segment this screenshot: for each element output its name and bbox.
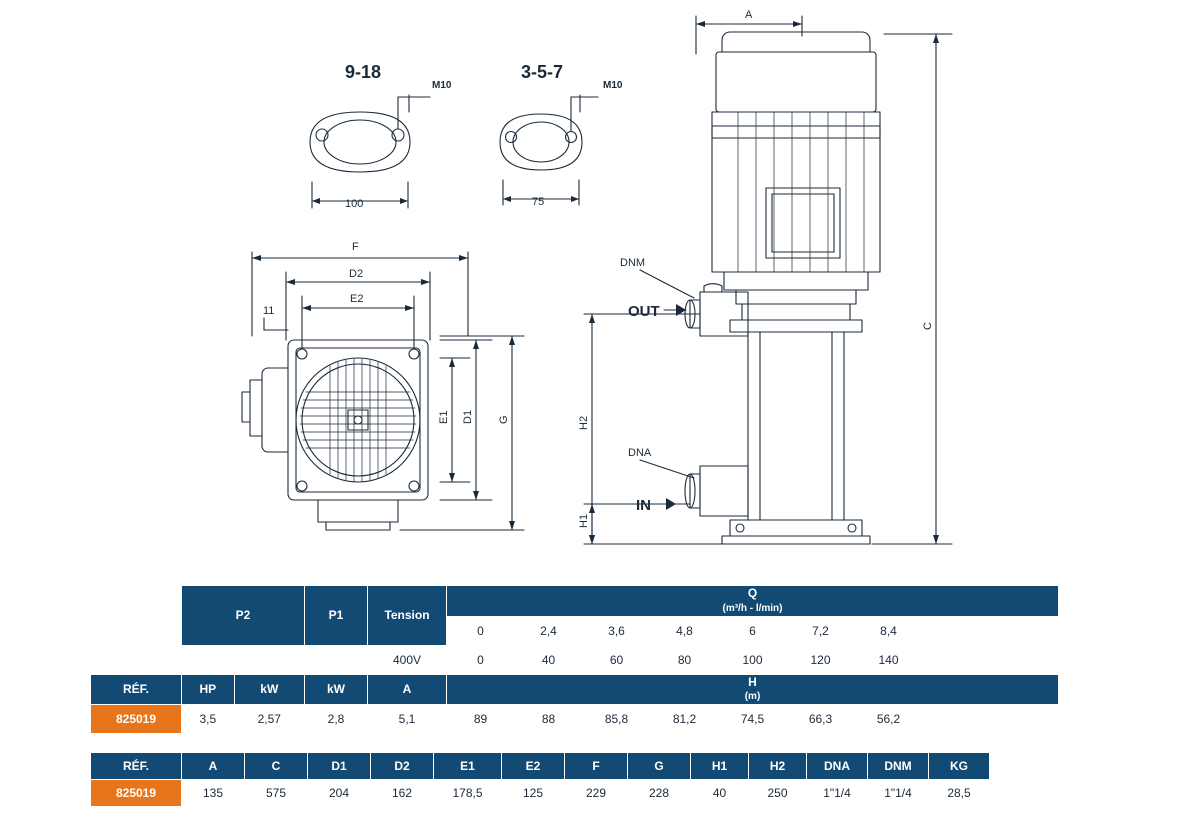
label-DNA: DNA [628,447,652,459]
dim-value-9: 40 [691,780,749,807]
q-m3h-7 [923,616,991,645]
label-flange-right: 3-5-7 [521,62,564,82]
dim-header-1: A [182,753,245,780]
table-row [91,586,1059,617]
label-F: F [352,241,359,253]
label-IN: IN [636,497,651,514]
q-m3h-5: 7,2 [787,616,855,645]
table-row [91,780,990,807]
label-H2: H2 [578,415,590,430]
header-kw: kW [234,674,304,705]
row-h-6: 56,2 [855,705,923,734]
header-amps: A [368,674,447,705]
row-h-2: 85,8 [583,705,651,734]
voltage-value: 400V [368,645,447,674]
header-p2: P2 [182,586,305,646]
q-lmin-8 [991,645,1059,674]
side-view-drawing [584,16,952,544]
row-h-4: 74,5 [719,705,787,734]
q-m3h-1: 2,4 [515,616,583,645]
label-E2: E2 [350,293,364,305]
label-A: A [745,9,753,21]
label-H1: H1 [578,513,590,528]
table-row [91,705,1059,734]
table-row [91,674,1059,705]
row-p1-kw: 2,8 [305,705,368,734]
dim-value-5: 178,5 [434,780,502,807]
table-row [91,645,1059,674]
header-q [447,586,1059,617]
q-m3h-8 [991,616,1059,645]
dim-value-6: 125 [502,780,565,807]
label-G: G [498,415,510,424]
flange-right-drawing [500,95,598,205]
dim-header-13: KG [929,753,990,780]
row-h-7 [923,705,991,734]
label-11: 11 [263,305,275,317]
row-ref: 825019 [91,705,182,734]
dim-value-1: 135 [182,780,245,807]
dim-header-2: C [245,753,308,780]
row-kw: 2,57 [234,705,304,734]
header-tension: Tension [368,586,447,646]
header-p1: P1 [305,586,368,646]
dim-header-6: E2 [502,753,565,780]
row-h-0: 89 [447,705,515,734]
q-m3h-6: 8,4 [855,616,923,645]
performance-table [90,585,1059,734]
label-E1: E1 [438,410,450,424]
flange-left-drawing [310,95,430,208]
header-h-label: H [748,674,757,689]
row-h-3: 81,2 [651,705,719,734]
q-lmin-5: 120 [787,645,855,674]
label-bolt-right: M10 [603,80,623,91]
dim-value-11: 1"1/4 [807,780,868,807]
dim-value-13: 28,5 [929,780,990,807]
q-m3h-2: 3,6 [583,616,651,645]
dim-header-3: D1 [308,753,371,780]
q-m3h-4: 6 [719,616,787,645]
label-width-right: 75 [532,196,545,208]
dim-header-10: H2 [749,753,807,780]
q-m3h-0: 0 [447,616,515,645]
header-p1-kw: kW [305,674,368,705]
label-bolt-left: M10 [432,80,452,91]
q-lmin-3: 80 [651,645,719,674]
q-lmin-2: 60 [583,645,651,674]
front-view-drawing [242,252,524,530]
dim-header-11: DNA [807,753,868,780]
q-lmin-7 [923,645,991,674]
dim-value-4: 162 [371,780,434,807]
dim-header-9: H1 [691,753,749,780]
dim-header-7: F [565,753,628,780]
header-ref: RÉF. [91,674,182,705]
q-m3h-3: 4,8 [651,616,719,645]
header-q-unit: (m³/h - l/min) [722,602,783,614]
dim-value-2: 575 [245,780,308,807]
dim-header-4: D2 [371,753,434,780]
label-OUT: OUT [628,303,660,320]
dim-value-12: 1"1/4 [868,780,929,807]
q-lmin-1: 40 [515,645,583,674]
dim-value-10: 250 [749,780,807,807]
label-D2: D2 [349,268,364,280]
dim-value-7: 229 [565,780,628,807]
dim-header-12: DNM [868,753,929,780]
row-amps: 5,1 [368,705,447,734]
dim-header-5: E1 [434,753,502,780]
dim-value-8: 228 [628,780,691,807]
q-lmin-6: 140 [855,645,923,674]
row-h-8 [991,705,1059,734]
header-h [447,674,1059,705]
header-hp: HP [182,674,235,705]
header-q-label: Q [747,586,758,600]
row-hp: 3,5 [182,705,235,734]
table-row [91,753,990,780]
label-flange-left: 9-18 [345,62,382,82]
label-D1: D1 [462,409,474,424]
label-DNM: DNM [620,257,646,269]
row-h-1: 88 [515,705,583,734]
dim-value-3: 204 [308,780,371,807]
header-h-unit: (m) [744,691,761,703]
row-h-5: 66,3 [787,705,855,734]
label-C: C [922,322,934,330]
dimensions-table [90,752,990,807]
q-lmin-0: 0 [447,645,515,674]
dim-value-0: 825019 [91,780,182,807]
label-width-left: 100 [345,198,364,210]
q-lmin-4: 100 [719,645,787,674]
dim-header-8: G [628,753,691,780]
dim-header-0: RÉF. [91,753,182,780]
